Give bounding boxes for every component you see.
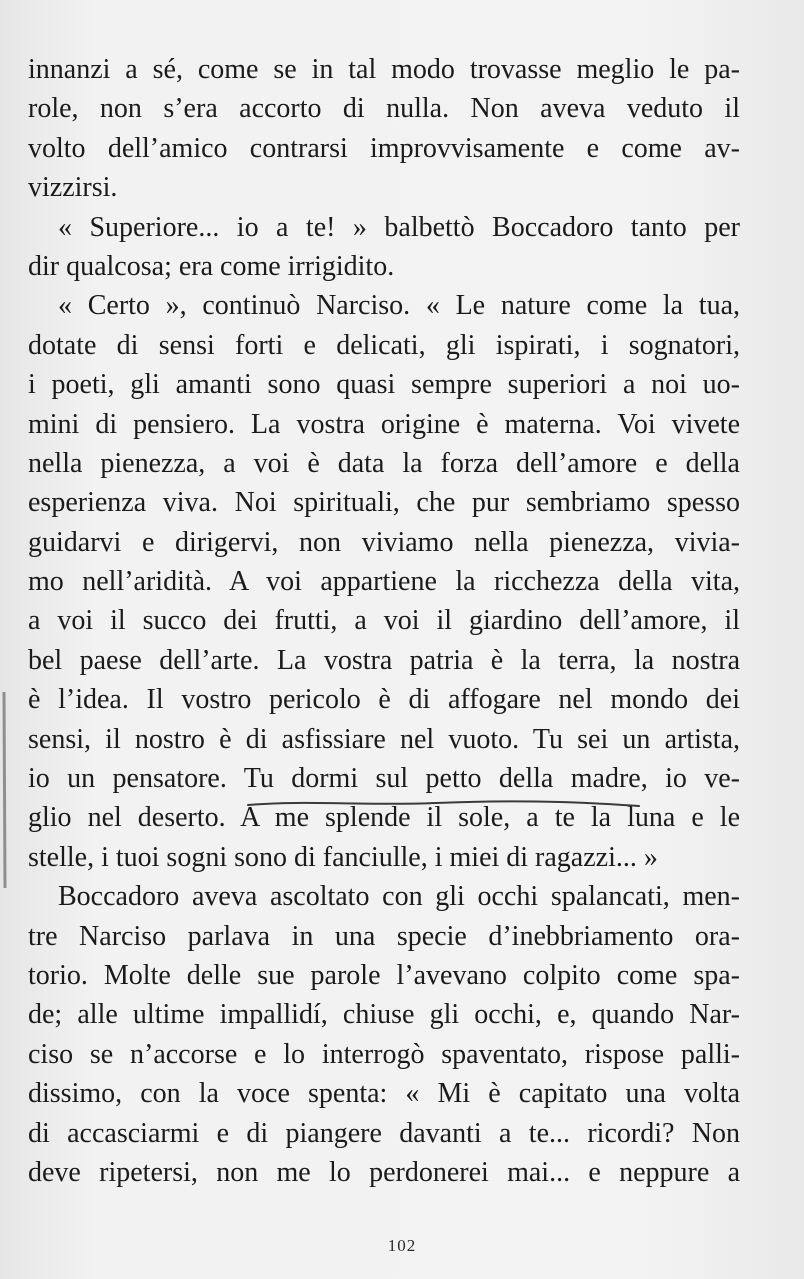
text-line: bel paese dell’arte. La vostra patria è la terra, la nostra <box>28 644 740 676</box>
body-text <box>28 50 740 1192</box>
text-line: sensi, il nostro è di asfissiare nel vuoto. Tu sei un artista, <box>28 723 740 755</box>
text-line: nella pienezza, a voi è data la forza dell’amore e della <box>28 447 740 479</box>
text-line: mo nell’aridità. A voi appartiene la ricchezza della vita, <box>28 566 740 598</box>
margin-pencil-mark <box>0 690 10 890</box>
text-line: dissimo, con la voce spenta: « Mi è capitato una volta <box>28 1078 740 1110</box>
text-line: i poeti, gli amanti sono quasi sempre superiori a noi uo- <box>28 369 740 401</box>
page-number: 102 <box>387 1236 417 1255</box>
text-line: ciso se n’accorse e lo interrogò spaventato, rispose palli- <box>28 1038 740 1070</box>
text-line: mini di pensiero. La vostra origine è materna. Voi vivete <box>28 408 740 440</box>
text-line: glio nel deserto. A me splende il sole, a te la luna e le <box>28 802 740 834</box>
text-line: è l’idea. Il vostro pericolo è di affogare nel mondo dei <box>28 684 740 716</box>
text-line: « Superiore... io a te! » balbettò Boccadoro tanto per <box>58 211 740 243</box>
text-line: dotate di sensi forti e delicati, gli ispirati, i sognatori, <box>28 329 740 361</box>
text-line: role, non s’era accorto di nulla. Non aveva veduto il <box>28 93 740 125</box>
text-line: guidarvi e dirigervi, non viviamo nella pienezza, vivia- <box>28 526 740 558</box>
text-line: io un pensatore. Tu dormi sul petto della madre, io ve- <box>28 763 740 795</box>
text-line: a voi il succo dei frutti, a voi il giardino dell’amore, il <box>28 605 740 637</box>
text-line: « Certo », continuò Narciso. « Le nature come la tua, <box>58 290 740 322</box>
text-line: tre Narciso parlava in una specie d’inebbriamento ora- <box>28 920 740 952</box>
text-line: de; alle ultime impallidí, chiuse gli occhi, e, quando Nar- <box>28 999 740 1031</box>
text-line: torio. Molte delle sue parole l’avevano colpito come spa- <box>28 959 740 991</box>
text-line: esperienza viva. Noi spirituali, che pur sembriamo spesso <box>28 487 740 519</box>
text-line: Boccadoro aveva ascoltato con gli occhi spalancati, men- <box>58 881 740 913</box>
text-line: dir qualcosa; era come irrigidito. <box>28 250 395 282</box>
text-line: innanzi a sé, come se in tal modo trovasse meglio le pa- <box>28 54 740 85</box>
text-line: deve ripetersi, non me lo perdonerei mai... e neppure a <box>28 1156 740 1188</box>
text-line: vizzirsi. <box>28 172 118 204</box>
text-line: stelle, i tuoi sogni sono di fanciulle, i miei di ragazzi... » <box>28 841 658 873</box>
text-line: di accasciarmi e di piangere davanti a te... ricordi? Non <box>28 1117 740 1149</box>
text-line: volto dell’amico contrarsi improvvisamente e come av- <box>28 132 740 164</box>
